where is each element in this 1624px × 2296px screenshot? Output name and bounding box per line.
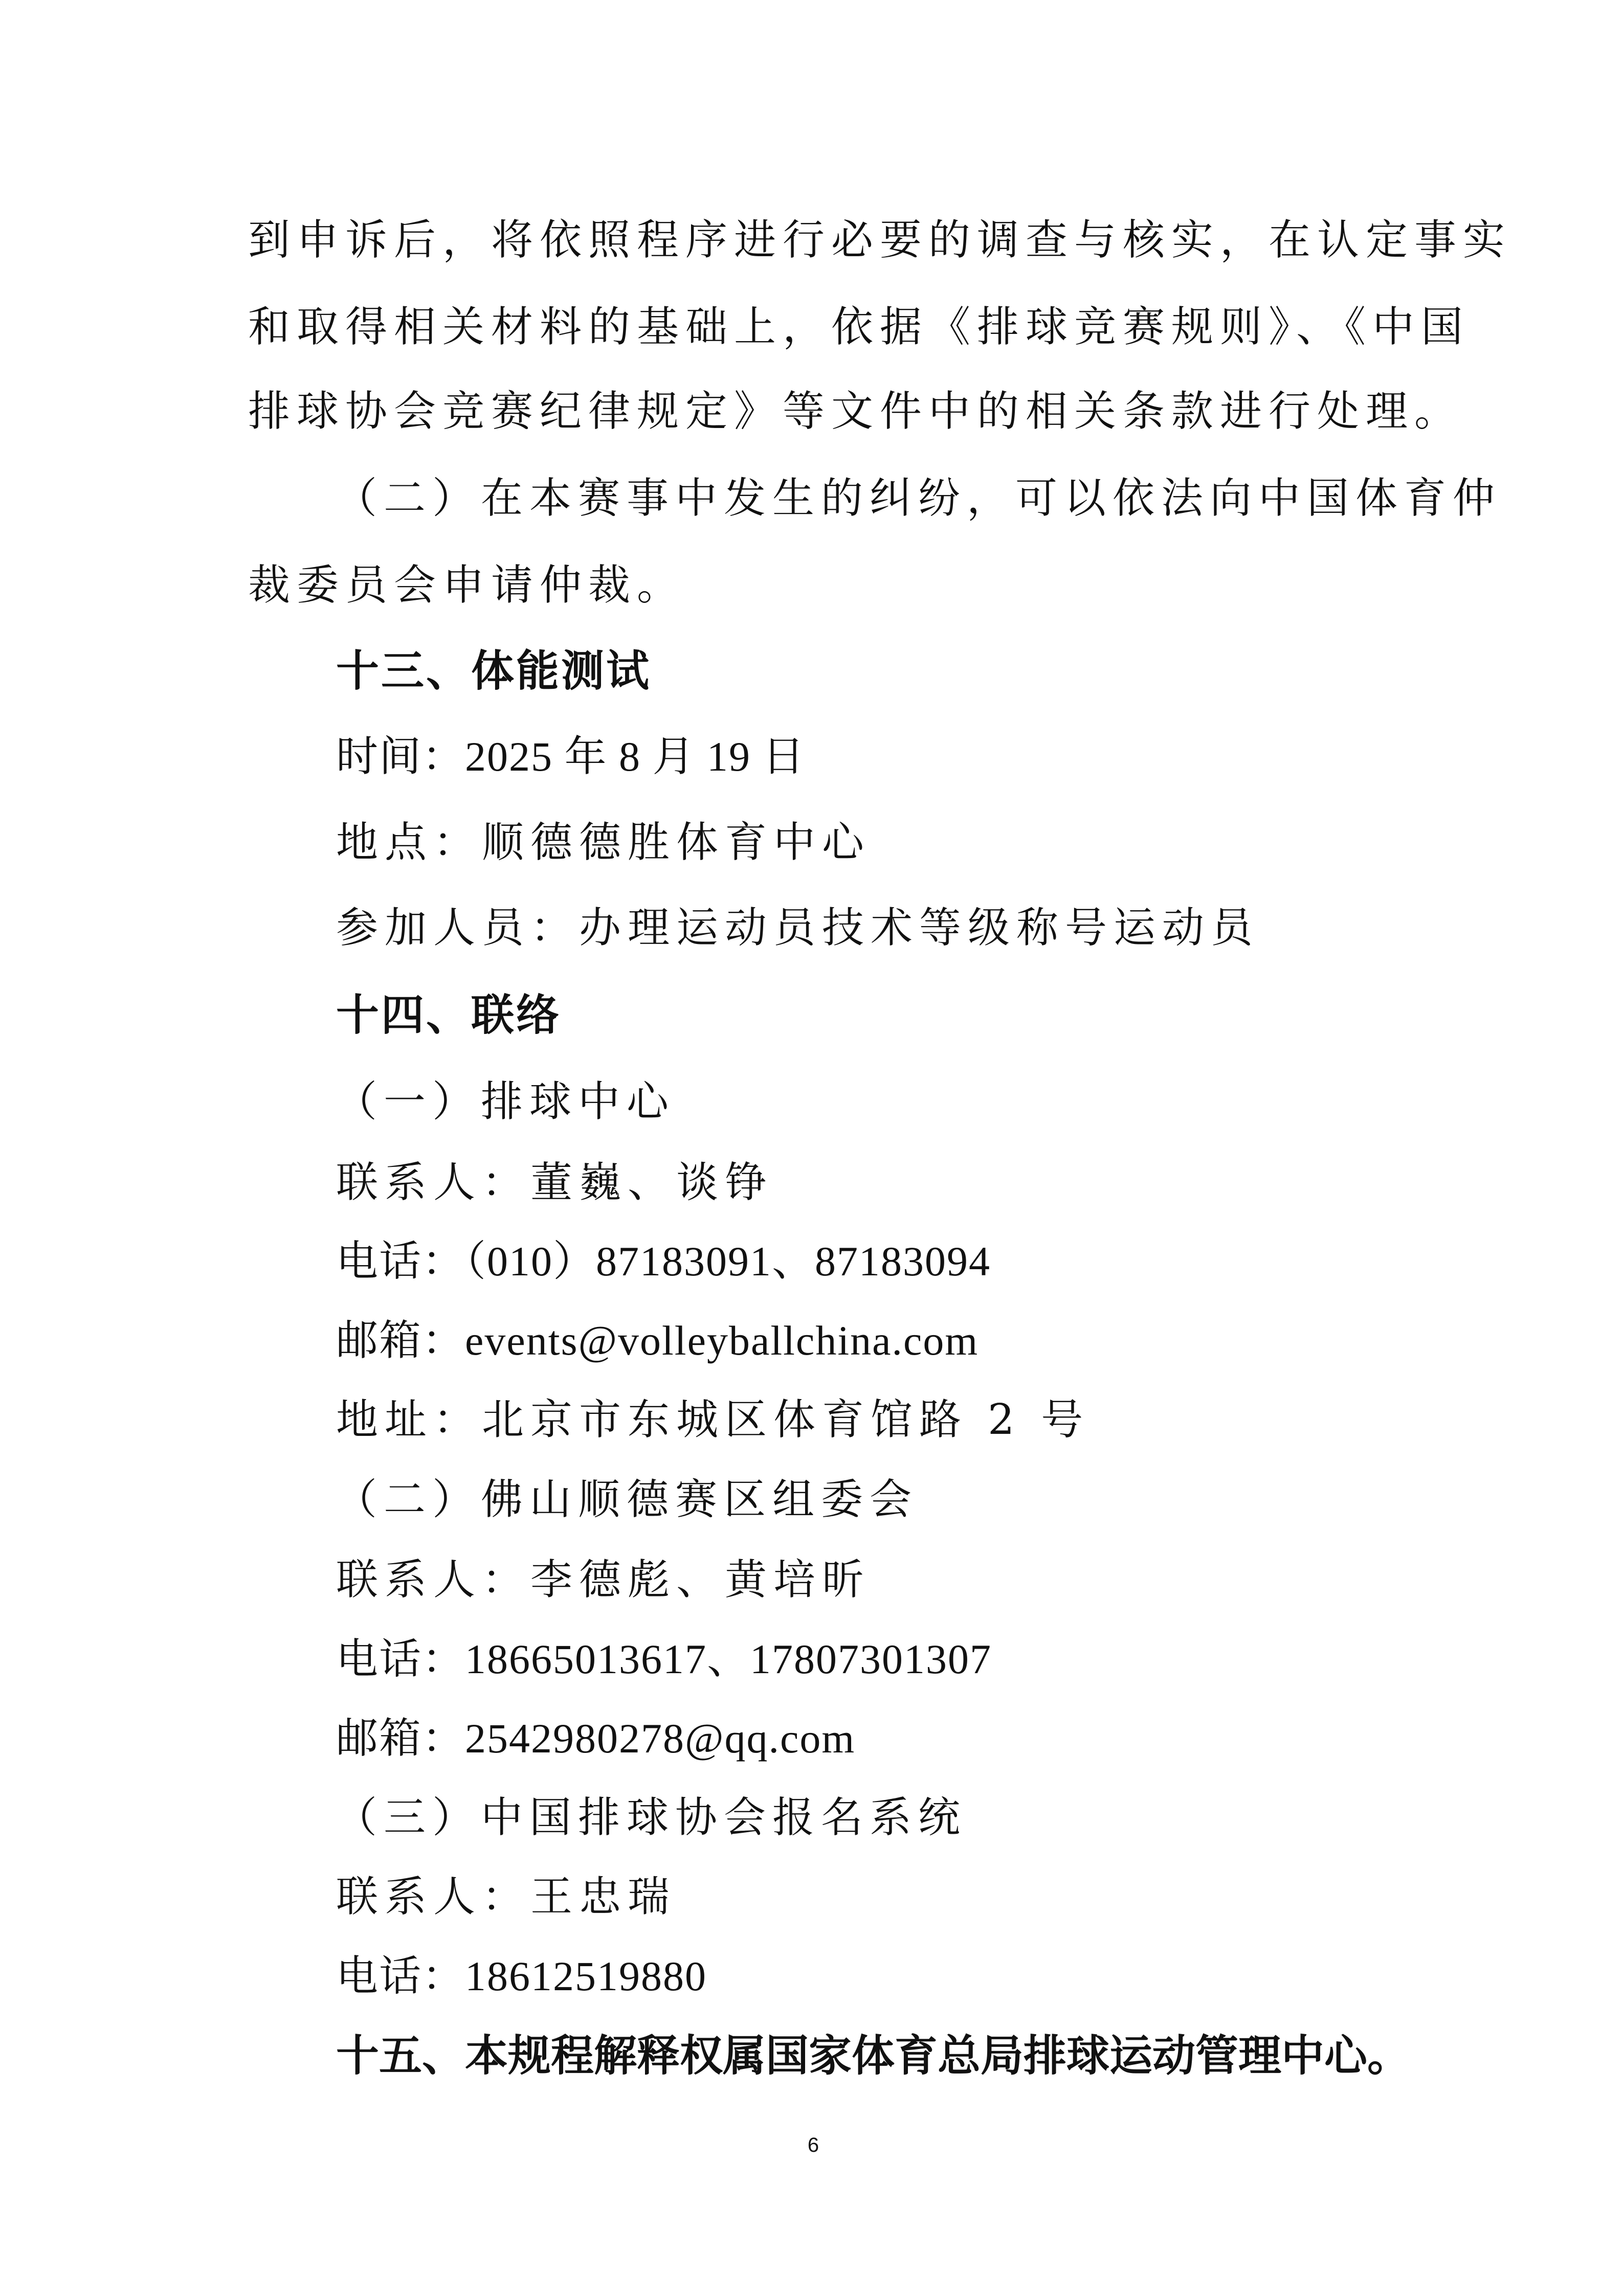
fitness-test-time: 时间：2025 年 8 月 19 日 xyxy=(336,733,806,780)
contact-2-person: 联系人：李德彪、黄培昕 xyxy=(336,1556,871,1604)
appeal-paragraph-line-2: 和取得相关材料的基础上，依据《排球竞赛规则》、《中国 xyxy=(248,303,1470,351)
arbitration-paragraph-line-1: （二）在本赛事中发生的纠纷，可以依法向中国体育仲 xyxy=(335,474,1502,523)
fitness-test-participants: 参加人员：办理运动员技术等级称号运动员 xyxy=(336,904,1260,952)
contact-3-title: （三）中国排球协会报名系统 xyxy=(335,1793,967,1842)
fitness-test-location: 地点：顺德德胜体育中心 xyxy=(336,818,871,867)
contact-2-phone: 电话：18665013617、17807301307 xyxy=(336,1636,992,1682)
section-13-heading: 十三、体能测试 xyxy=(336,646,652,696)
contact-2-email: 邮箱：2542980278@qq.com xyxy=(336,1715,856,1762)
contact-1-person: 联系人：董巍、谈铮 xyxy=(336,1158,774,1207)
contact-3-phone: 电话：18612519880 xyxy=(336,1953,707,1999)
section-15-heading: 十五、本规程解释权属国家体育总局排球运动管理中心。 xyxy=(336,2031,1411,2081)
contact-1-phone: 电话：（010）87183091、87183094 xyxy=(336,1238,991,1285)
contact-3-person: 联系人：王忠瑞 xyxy=(336,1873,677,1921)
appeal-paragraph-line-1: 到申诉后，将依照程序进行必要的调查与核实，在认定事实 xyxy=(248,216,1512,264)
appeal-paragraph-line-3: 排球协会竞赛纪律规定》等文件中的相关条款进行处理。 xyxy=(248,387,1463,436)
contact-1-title: （一）排球中心 xyxy=(335,1077,676,1126)
contact-2-title: （二）佛山顺德赛区组委会 xyxy=(335,1475,919,1524)
page-number: 6 xyxy=(807,2134,819,2156)
arbitration-paragraph-line-2: 裁委员会申请仲裁。 xyxy=(248,561,686,610)
contact-1-address: 地址：北京市东城区体育馆路 2 号 xyxy=(336,1395,1090,1444)
contact-1-email: 邮箱：events@volleyballchina.com xyxy=(336,1317,979,1364)
section-14-heading: 十四、联络 xyxy=(336,990,562,1040)
